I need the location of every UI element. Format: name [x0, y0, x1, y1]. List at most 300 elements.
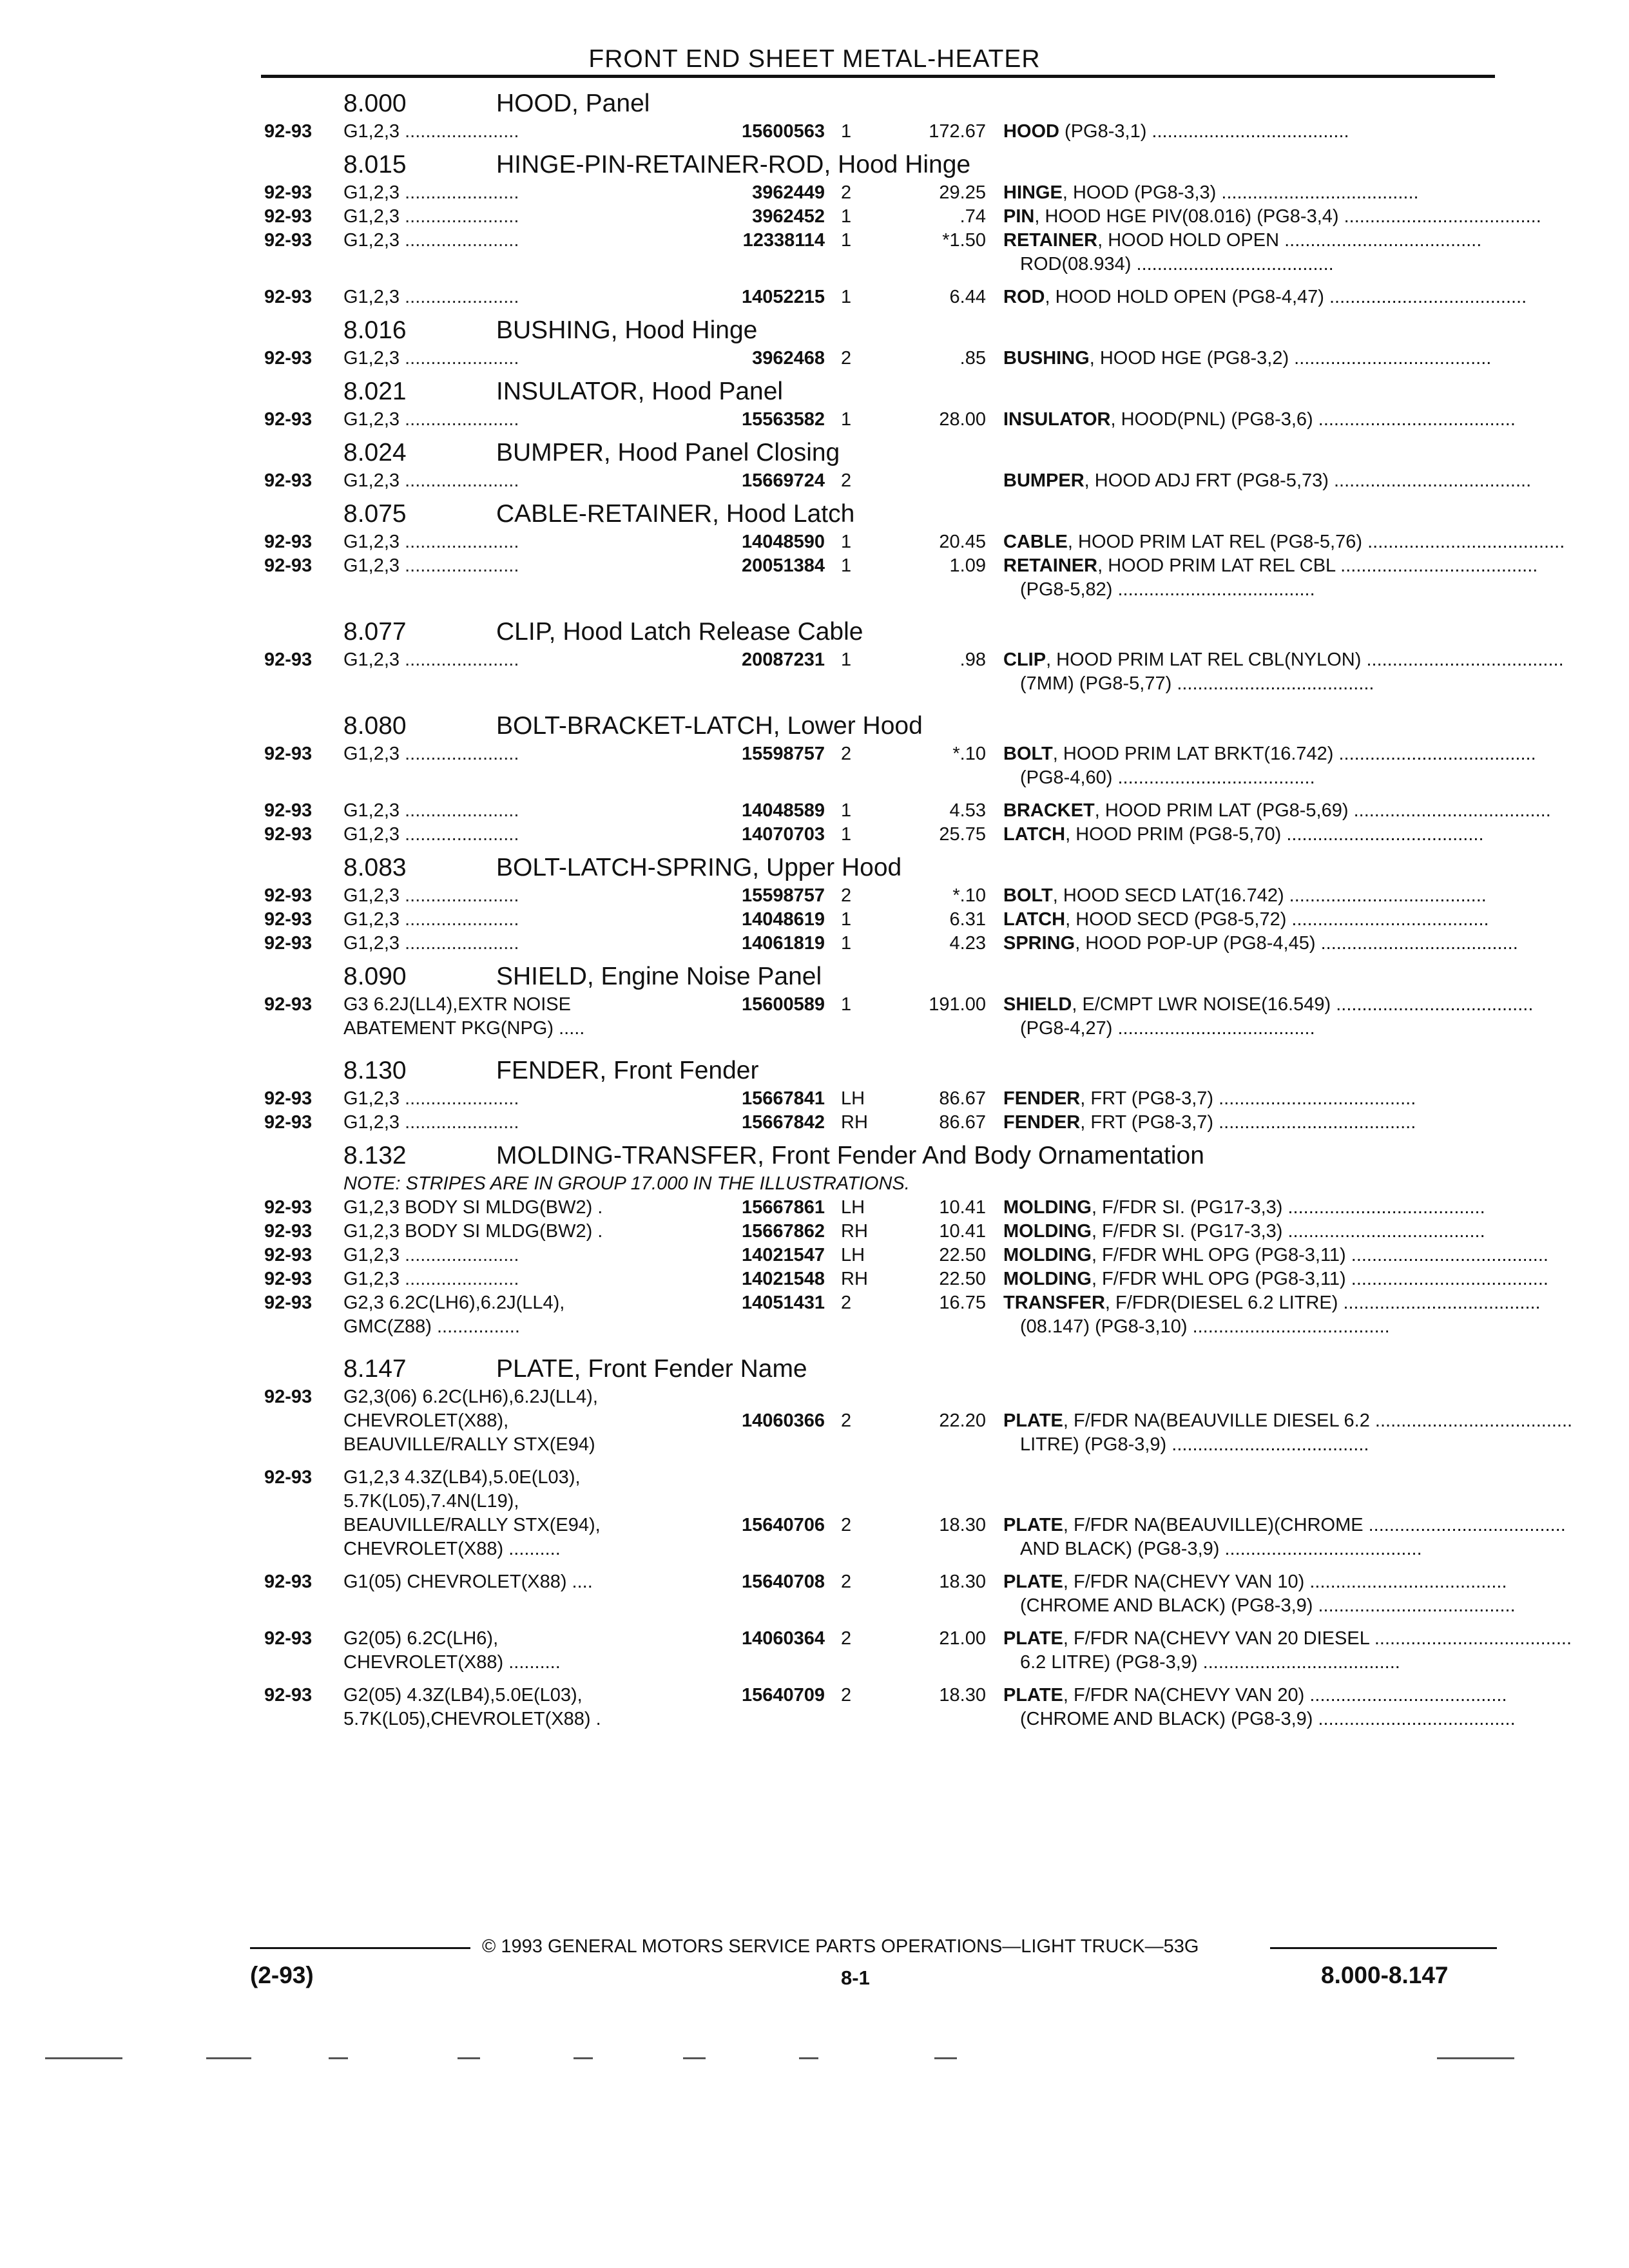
application-text: G1(05) CHEVROLET(X88) ....: [343, 1571, 593, 1592]
part-line: [264, 742, 1536, 766]
section-heading: [264, 705, 1495, 742]
part-line: [264, 1537, 1495, 1561]
part-name: PLATE: [1003, 1410, 1063, 1431]
part-description: 6.2 LITRE) (PG8-3,9) ......................................: [1020, 1652, 1400, 1673]
section-heading: [264, 1050, 1495, 1087]
part-line: [264, 648, 1564, 672]
leader-dots: ......................: [400, 230, 519, 251]
part-line: [264, 672, 1495, 696]
part-number: 15598757: [741, 744, 825, 764]
part-description: TRANSFER, F/FDR(DIESEL 6.2 LITRE) ......................................: [1003, 1293, 1541, 1313]
price: 22.20: [939, 1410, 986, 1431]
section-number: 8.024: [343, 439, 407, 466]
application-text: ABATEMENT PKG(NPG) .....: [343, 1018, 585, 1039]
part-line: [264, 1291, 1541, 1315]
quantity: 1: [841, 230, 852, 251]
application-text: G1,2,3 ......................: [343, 1269, 519, 1289]
part-name: BUSHING: [1003, 348, 1090, 369]
price: 21.00: [939, 1628, 986, 1649]
model-year: 92-93: [264, 555, 313, 576]
part-number: 15600563: [741, 121, 825, 142]
leader-dots: ......................: [400, 933, 519, 954]
section-number: 8.000: [343, 90, 407, 117]
application-text: G2,3 6.2C(LH6),6.2J(LL4),: [343, 1293, 565, 1313]
part-number: 15598757: [741, 885, 825, 906]
model-year: 92-93: [264, 800, 313, 821]
part-description: (CHROME AND BLACK) (PG8-3,9) ......................................: [1020, 1709, 1516, 1729]
model-year: 92-93: [264, 532, 313, 552]
part-number: 20087231: [741, 649, 825, 670]
part-number: 14051431: [741, 1293, 825, 1313]
application-text: G1,2,3 ......................: [343, 532, 519, 552]
part-name: BOLT: [1003, 885, 1053, 906]
part-number: 12338114: [742, 230, 825, 251]
part-name: FENDER: [1003, 1088, 1081, 1109]
leader-dots: ......................: [400, 824, 519, 845]
part-number: 15640706: [741, 1515, 825, 1535]
part-number: 14070703: [741, 824, 825, 845]
header-rule: [261, 75, 1495, 78]
price: 1.09: [949, 555, 986, 576]
section-heading: [264, 956, 1495, 993]
section-heading: [264, 144, 1495, 181]
application-text: G1,2,3 4.3Z(LB4),5.0E(L03),: [343, 1467, 581, 1488]
part-line: [264, 1267, 1548, 1291]
section-number: 8.080: [343, 712, 407, 740]
application-text: G1,2,3 ......................: [343, 909, 519, 930]
part-line: [264, 181, 1495, 205]
price: 86.67: [939, 1088, 986, 1109]
model-year: 92-93: [264, 994, 313, 1015]
section-title: BUSHING, Hood Hinge: [496, 316, 758, 344]
section-number: 8.130: [343, 1057, 407, 1084]
price: 28.00: [939, 409, 986, 430]
line-gap: [264, 1731, 1495, 1740]
part-description: (7MM) (PG8-5,77) ......................................: [1020, 673, 1374, 694]
section-title: CABLE-RETAINER, Hood Latch: [496, 500, 855, 528]
part-line: [264, 1490, 1495, 1514]
part-line: [264, 347, 1495, 370]
application-text: CHEVROLET(X88) ..........: [343, 1652, 561, 1673]
part-line: [264, 205, 1541, 229]
leader-dots: ......................: [400, 1245, 519, 1265]
model-year: 92-93: [264, 1269, 313, 1289]
part-description: LITRE) (PG8-3,9) ......................................: [1020, 1434, 1369, 1455]
section-heading: [264, 847, 1495, 884]
leader-dots: ......................: [400, 649, 519, 670]
part-description: AND BLACK) (PG8-3,9) ......................................: [1020, 1539, 1422, 1559]
section-title: INSULATOR, Hood Panel: [496, 378, 784, 405]
price: 172.67: [929, 121, 986, 142]
quantity: 1: [841, 933, 852, 954]
part-line: [264, 1196, 1495, 1220]
part-description: HINGE, HOOD (PG8-3,3) ......................................: [1003, 182, 1419, 203]
part-description: MOLDING, F/FDR WHL OPG (PG8-3,11) ......................................: [1003, 1245, 1548, 1265]
part-line: [264, 993, 1534, 1017]
part-number: 15667861: [741, 1197, 825, 1218]
part-line: [264, 1433, 1495, 1457]
section-heading: [264, 309, 1495, 347]
section-number: 8.083: [343, 854, 407, 881]
model-year: 92-93: [264, 1245, 313, 1265]
part-line: [264, 1651, 1495, 1675]
part-name: PIN: [1003, 206, 1035, 227]
quantity: 1: [841, 994, 852, 1015]
model-year: 92-93: [264, 1628, 313, 1649]
price: 22.50: [939, 1245, 986, 1265]
section-heading: [264, 493, 1495, 530]
part-line: [264, 1684, 1507, 1707]
section-number: 8.016: [343, 316, 407, 344]
quantity: LH: [841, 1197, 865, 1218]
part-description: BUMPER, HOOD ADJ FRT (PG8-5,73) ......................................: [1003, 470, 1532, 491]
model-year: 92-93: [264, 744, 313, 764]
part-line: [264, 469, 1532, 493]
section-title: CLIP, Hood Latch Release Cable: [496, 618, 863, 646]
price: 4.53: [949, 800, 986, 821]
quantity: 1: [841, 555, 852, 576]
price: 4.23: [949, 933, 986, 954]
part-name: FENDER: [1003, 1112, 1081, 1133]
part-number: 15669724: [741, 470, 825, 491]
model-year: 92-93: [264, 1571, 313, 1592]
line-gap: [264, 1041, 1495, 1050]
part-description: RETAINER, HOOD PRIM LAT REL CBL ......................................: [1003, 555, 1538, 576]
line-gap: [264, 1618, 1495, 1627]
price: *.10: [952, 885, 986, 906]
section-number: 8.015: [343, 151, 407, 178]
application-text: G1,2,3 ......................: [343, 744, 519, 764]
part-description: PLATE, F/FDR NA(CHEVY VAN 20 DIESEL ......................................: [1003, 1628, 1572, 1649]
part-line: [264, 823, 1495, 847]
part-number: 15563582: [741, 409, 825, 430]
leader-dots: ......................: [400, 885, 519, 906]
quantity: RH: [841, 1269, 868, 1289]
section-heading: [264, 1348, 1495, 1385]
leader-dots: ......................: [400, 800, 519, 821]
model-year: 92-93: [264, 1221, 313, 1242]
quantity: 1: [841, 824, 852, 845]
model-year: 92-93: [264, 649, 313, 670]
part-name: PLATE: [1003, 1515, 1063, 1535]
section-number: 8.132: [343, 1142, 407, 1169]
catalog-body: [264, 82, 1573, 1740]
part-name: SPRING: [1003, 933, 1075, 954]
part-name: RETAINER: [1003, 230, 1098, 251]
leader-dots: ......................: [400, 206, 519, 227]
leader-dots: ......................: [400, 1269, 519, 1289]
section-title: BOLT-BRACKET-LATCH, Lower Hood: [496, 712, 923, 740]
application-text: G1,2,3 ......................: [343, 885, 519, 906]
quantity: 2: [841, 1571, 852, 1592]
application-text: G1,2,3 BODY SI MLDG(BW2) .: [343, 1221, 603, 1242]
model-year: 92-93: [264, 230, 313, 251]
price: 6.31: [949, 909, 986, 930]
part-description: PLATE, F/FDR NA(CHEVY VAN 20) ......................................: [1003, 1685, 1507, 1706]
application-text: G1,2,3 ......................: [343, 555, 519, 576]
part-description: BRACKET, HOOD PRIM LAT (PG8-5,69) ......................................: [1003, 800, 1551, 821]
part-description: RETAINER, HOOD HOLD OPEN ......................................: [1003, 230, 1482, 251]
application-text: 5.7K(L05),CHEVROLET(X88) .: [343, 1709, 601, 1729]
section-title: SHIELD, Engine Noise Panel: [496, 963, 822, 990]
line-gap: [264, 1675, 1495, 1684]
price: 20.45: [939, 532, 986, 552]
part-number: 3962452: [752, 206, 825, 227]
model-year: 92-93: [264, 1387, 313, 1407]
section-title: BOLT-LATCH-SPRING, Upper Hood: [496, 854, 902, 881]
footer-page-number: 8-1: [841, 1966, 870, 1989]
application-text: G1,2,3 ......................: [343, 933, 519, 954]
part-line: [264, 1385, 1495, 1409]
model-year: 92-93: [264, 885, 313, 906]
part-description: (PG8-5,82) ......................................: [1020, 579, 1315, 600]
quantity: RH: [841, 1221, 868, 1242]
part-description: SPRING, HOOD POP-UP (PG8-4,45) ......................................: [1003, 933, 1518, 954]
part-number: 15600589: [741, 994, 825, 1015]
part-description: BOLT, HOOD SECD LAT(16.742) ......................................: [1003, 885, 1487, 906]
leader-dots: ......................: [400, 555, 519, 576]
application-text: G1,2,3 ......................: [343, 287, 519, 307]
part-line: [264, 1627, 1572, 1651]
model-year: 92-93: [264, 824, 313, 845]
part-description: HOOD (PG8-3,1) ......................................: [1003, 121, 1349, 142]
model-year: 92-93: [264, 1112, 313, 1133]
part-name: MOLDING: [1003, 1221, 1092, 1242]
part-description: BUSHING, HOOD HGE (PG8-3,2) ......................................: [1003, 348, 1492, 369]
quantity: 2: [841, 182, 852, 203]
model-year: 92-93: [264, 348, 313, 369]
quantity: 2: [841, 1515, 852, 1535]
part-name: HOOD: [1003, 121, 1059, 142]
part-description: PLATE, F/FDR NA(CHEVY VAN 10) ......................................: [1003, 1571, 1507, 1592]
part-name: SHIELD: [1003, 994, 1072, 1015]
part-description: (CHROME AND BLACK) (PG8-3,9) ......................................: [1020, 1595, 1516, 1616]
application-text: G1,2,3 ......................: [343, 824, 519, 845]
application-text: G1,2,3 ......................: [343, 1088, 519, 1109]
part-description: PLATE, F/FDR NA(BEAUVILLE)(CHROME ......................................: [1003, 1515, 1566, 1535]
section-note: NOTE: STRIPES ARE IN GROUP 17.000 IN THE ILLUSTRATIONS.: [343, 1173, 910, 1194]
part-line: [264, 1111, 1495, 1135]
line-gap: [264, 790, 1495, 799]
part-number: 15667841: [741, 1088, 825, 1109]
price: *1.50: [942, 230, 986, 251]
section-heading: [264, 1135, 1495, 1172]
price: 16.75: [939, 1293, 986, 1313]
line-gap: [264, 602, 1495, 611]
quantity: 2: [841, 1628, 852, 1649]
part-line: [264, 1570, 1507, 1594]
part-description: ROD(08.934) ......................................: [1020, 254, 1334, 274]
part-number: 14021547: [741, 1245, 825, 1265]
section-title: MOLDING-TRANSFER, Front Fender And Body Ornamentation: [496, 1142, 1204, 1169]
leader-dots: ......................: [400, 348, 519, 369]
footer-rule-right: [1270, 1947, 1497, 1949]
part-number: 14052215: [741, 287, 825, 307]
quantity: 1: [841, 409, 852, 430]
price: 18.30: [939, 1571, 986, 1592]
quantity: 2: [841, 348, 852, 369]
price: 10.41: [939, 1221, 986, 1242]
leader-dots: ......................: [400, 532, 519, 552]
part-description: INSULATOR, HOOD(PNL) (PG8-3,6) ......................................: [1003, 409, 1516, 430]
quantity: 2: [841, 470, 852, 491]
model-year: 92-93: [264, 182, 313, 203]
part-line: [264, 408, 1516, 432]
section-note-row: [264, 1172, 1495, 1196]
part-name: MOLDING: [1003, 1197, 1092, 1218]
application-text: G1,2,3 ......................: [343, 649, 519, 670]
price: 86.67: [939, 1112, 986, 1133]
line-gap: [264, 1561, 1495, 1570]
leader-dots: ......................: [400, 1088, 519, 1109]
model-year: 92-93: [264, 1088, 313, 1109]
part-line: [264, 1594, 1516, 1618]
leader-dots: ......................: [400, 909, 519, 930]
part-name: INSULATOR: [1003, 409, 1111, 430]
part-description: MOLDING, F/FDR SI. (PG17-3,3) ......................................: [1003, 1197, 1485, 1218]
model-year: 92-93: [264, 121, 313, 142]
part-number: 14060364: [741, 1628, 825, 1649]
part-name: LATCH: [1003, 909, 1066, 930]
quantity: LH: [841, 1088, 865, 1109]
part-description: (PG8-4,60) ......................................: [1020, 767, 1315, 788]
leader-dots: ......................: [400, 470, 519, 491]
part-description: PLATE, F/FDR NA(BEAUVILLE DIESEL 6.2 ......................................: [1003, 1410, 1573, 1431]
application-text: G2,3(06) 6.2C(LH6),6.2J(LL4),: [343, 1387, 598, 1407]
part-line: [264, 1409, 1573, 1433]
part-description: CLIP, HOOD PRIM LAT REL CBL(NYLON) ......................................: [1003, 649, 1564, 670]
price: 29.25: [939, 182, 986, 203]
part-line: [264, 1707, 1516, 1731]
part-name: CABLE: [1003, 532, 1068, 552]
part-line: [264, 932, 1518, 956]
section-number: 8.090: [343, 963, 407, 990]
price: 18.30: [939, 1515, 986, 1535]
price: .85: [959, 348, 986, 369]
price: 191.00: [929, 994, 986, 1015]
price: 6.44: [949, 287, 986, 307]
part-number: 14061819: [741, 933, 825, 954]
quantity: 2: [841, 1685, 852, 1706]
leader-dots: ......................: [400, 409, 519, 430]
part-name: TRANSFER: [1003, 1293, 1105, 1313]
application-text: G1,2,3 ......................: [343, 470, 519, 491]
part-number: 14060366: [741, 1410, 825, 1431]
price: 10.41: [939, 1197, 986, 1218]
model-year: 92-93: [264, 409, 313, 430]
part-name: PLATE: [1003, 1628, 1063, 1649]
section-number: 8.077: [343, 618, 407, 646]
line-gap: [264, 276, 1495, 285]
part-line: [264, 1017, 1495, 1041]
part-description: PIN, HOOD HGE PIV(08.016) (PG8-3,4) ......................................: [1003, 206, 1541, 227]
section-number: 8.075: [343, 500, 407, 528]
quantity: RH: [841, 1112, 868, 1133]
part-name: BOLT: [1003, 744, 1053, 764]
part-line: [264, 799, 1551, 823]
part-number: 14021548: [741, 1269, 825, 1289]
part-description: BOLT, HOOD PRIM LAT BRKT(16.742) ......................................: [1003, 744, 1536, 764]
part-number: 3962449: [752, 182, 825, 203]
application-text: G1,2,3 BODY SI MLDG(BW2) .: [343, 1197, 603, 1218]
quantity: 2: [841, 1293, 852, 1313]
part-name: HINGE: [1003, 182, 1063, 203]
line-gap: [264, 696, 1495, 705]
leader-dots: ......................: [400, 182, 519, 203]
part-line: [264, 285, 1527, 309]
application-text: BEAUVILLE/RALLY STX(E94),: [343, 1515, 601, 1535]
part-line: [264, 766, 1495, 790]
model-year: 92-93: [264, 287, 313, 307]
part-name: MOLDING: [1003, 1245, 1092, 1265]
quantity: 1: [841, 649, 852, 670]
part-line: [264, 554, 1538, 578]
part-description: (08.147) (PG8-3,10) ......................................: [1020, 1316, 1390, 1337]
application-text: G2(05) 4.3Z(LB4),5.0E(L03),: [343, 1685, 583, 1706]
application-text: G2(05) 6.2C(LH6),: [343, 1628, 499, 1649]
part-name: BUMPER: [1003, 470, 1084, 491]
part-name: BRACKET: [1003, 800, 1095, 821]
section-number: 8.147: [343, 1355, 407, 1383]
part-number: 3962468: [752, 348, 825, 369]
section-title: PLATE, Front Fender Name: [496, 1355, 807, 1383]
part-name: RETAINER: [1003, 555, 1098, 576]
part-number: 15640709: [741, 1685, 825, 1706]
part-number: 14048590: [741, 532, 825, 552]
part-name: PLATE: [1003, 1685, 1063, 1706]
quantity: 2: [841, 885, 852, 906]
part-line: [264, 1220, 1495, 1244]
quantity: 1: [841, 287, 852, 307]
section-number: 8.021: [343, 378, 407, 405]
application-text: BEAUVILLE/RALLY STX(E94): [343, 1434, 595, 1455]
section-title: HOOD, Panel: [496, 90, 650, 117]
footer-rule-left: [250, 1947, 470, 1949]
leader-dots: ......................: [400, 1112, 519, 1133]
section-heading: [264, 611, 1495, 648]
part-line: [264, 578, 1495, 602]
section-title: HINGE-PIN-RETAINER-ROD, Hood Hinge: [496, 151, 971, 178]
part-description: LATCH, HOOD SECD (PG8-5,72) ......................................: [1003, 909, 1489, 930]
price: 22.50: [939, 1269, 986, 1289]
part-line: [264, 229, 1495, 253]
quantity: LH: [841, 1245, 865, 1265]
part-description: MOLDING, F/FDR WHL OPG (PG8-3,11) ......................................: [1003, 1269, 1548, 1289]
part-line: [264, 908, 1495, 932]
application-text: G1,2,3 ......................: [343, 1112, 519, 1133]
application-text: GMC(Z88) ................: [343, 1316, 520, 1337]
footer-copyright: © 1993 GENERAL MOTORS SERVICE PARTS OPERATIONS—LIGHT TRUCK—53G: [482, 1936, 1199, 1957]
price: 25.75: [939, 824, 986, 845]
part-name: ROD: [1003, 287, 1045, 307]
section-title: BUMPER, Hood Panel Closing: [496, 439, 840, 466]
model-year: 92-93: [264, 1685, 313, 1706]
section-heading: [264, 370, 1495, 408]
part-description: LATCH, HOOD PRIM (PG8-5,70) ......................................: [1003, 824, 1484, 845]
part-line: [264, 530, 1565, 554]
footer-section-range: 8.000-8.147: [1321, 1962, 1449, 1988]
part-line: [264, 1514, 1566, 1537]
section-title: FENDER, Front Fender: [496, 1057, 759, 1084]
part-line: [264, 1244, 1548, 1267]
model-year: 92-93: [264, 1293, 313, 1313]
price: *.10: [952, 744, 986, 764]
quantity: 1: [841, 206, 852, 227]
application-text: G1,2,3 ......................: [343, 206, 519, 227]
scan-artifacts: [45, 2057, 1585, 2061]
application-text: G1,2,3 ......................: [343, 121, 519, 142]
application-text: CHEVROLET(X88) ..........: [343, 1539, 561, 1559]
